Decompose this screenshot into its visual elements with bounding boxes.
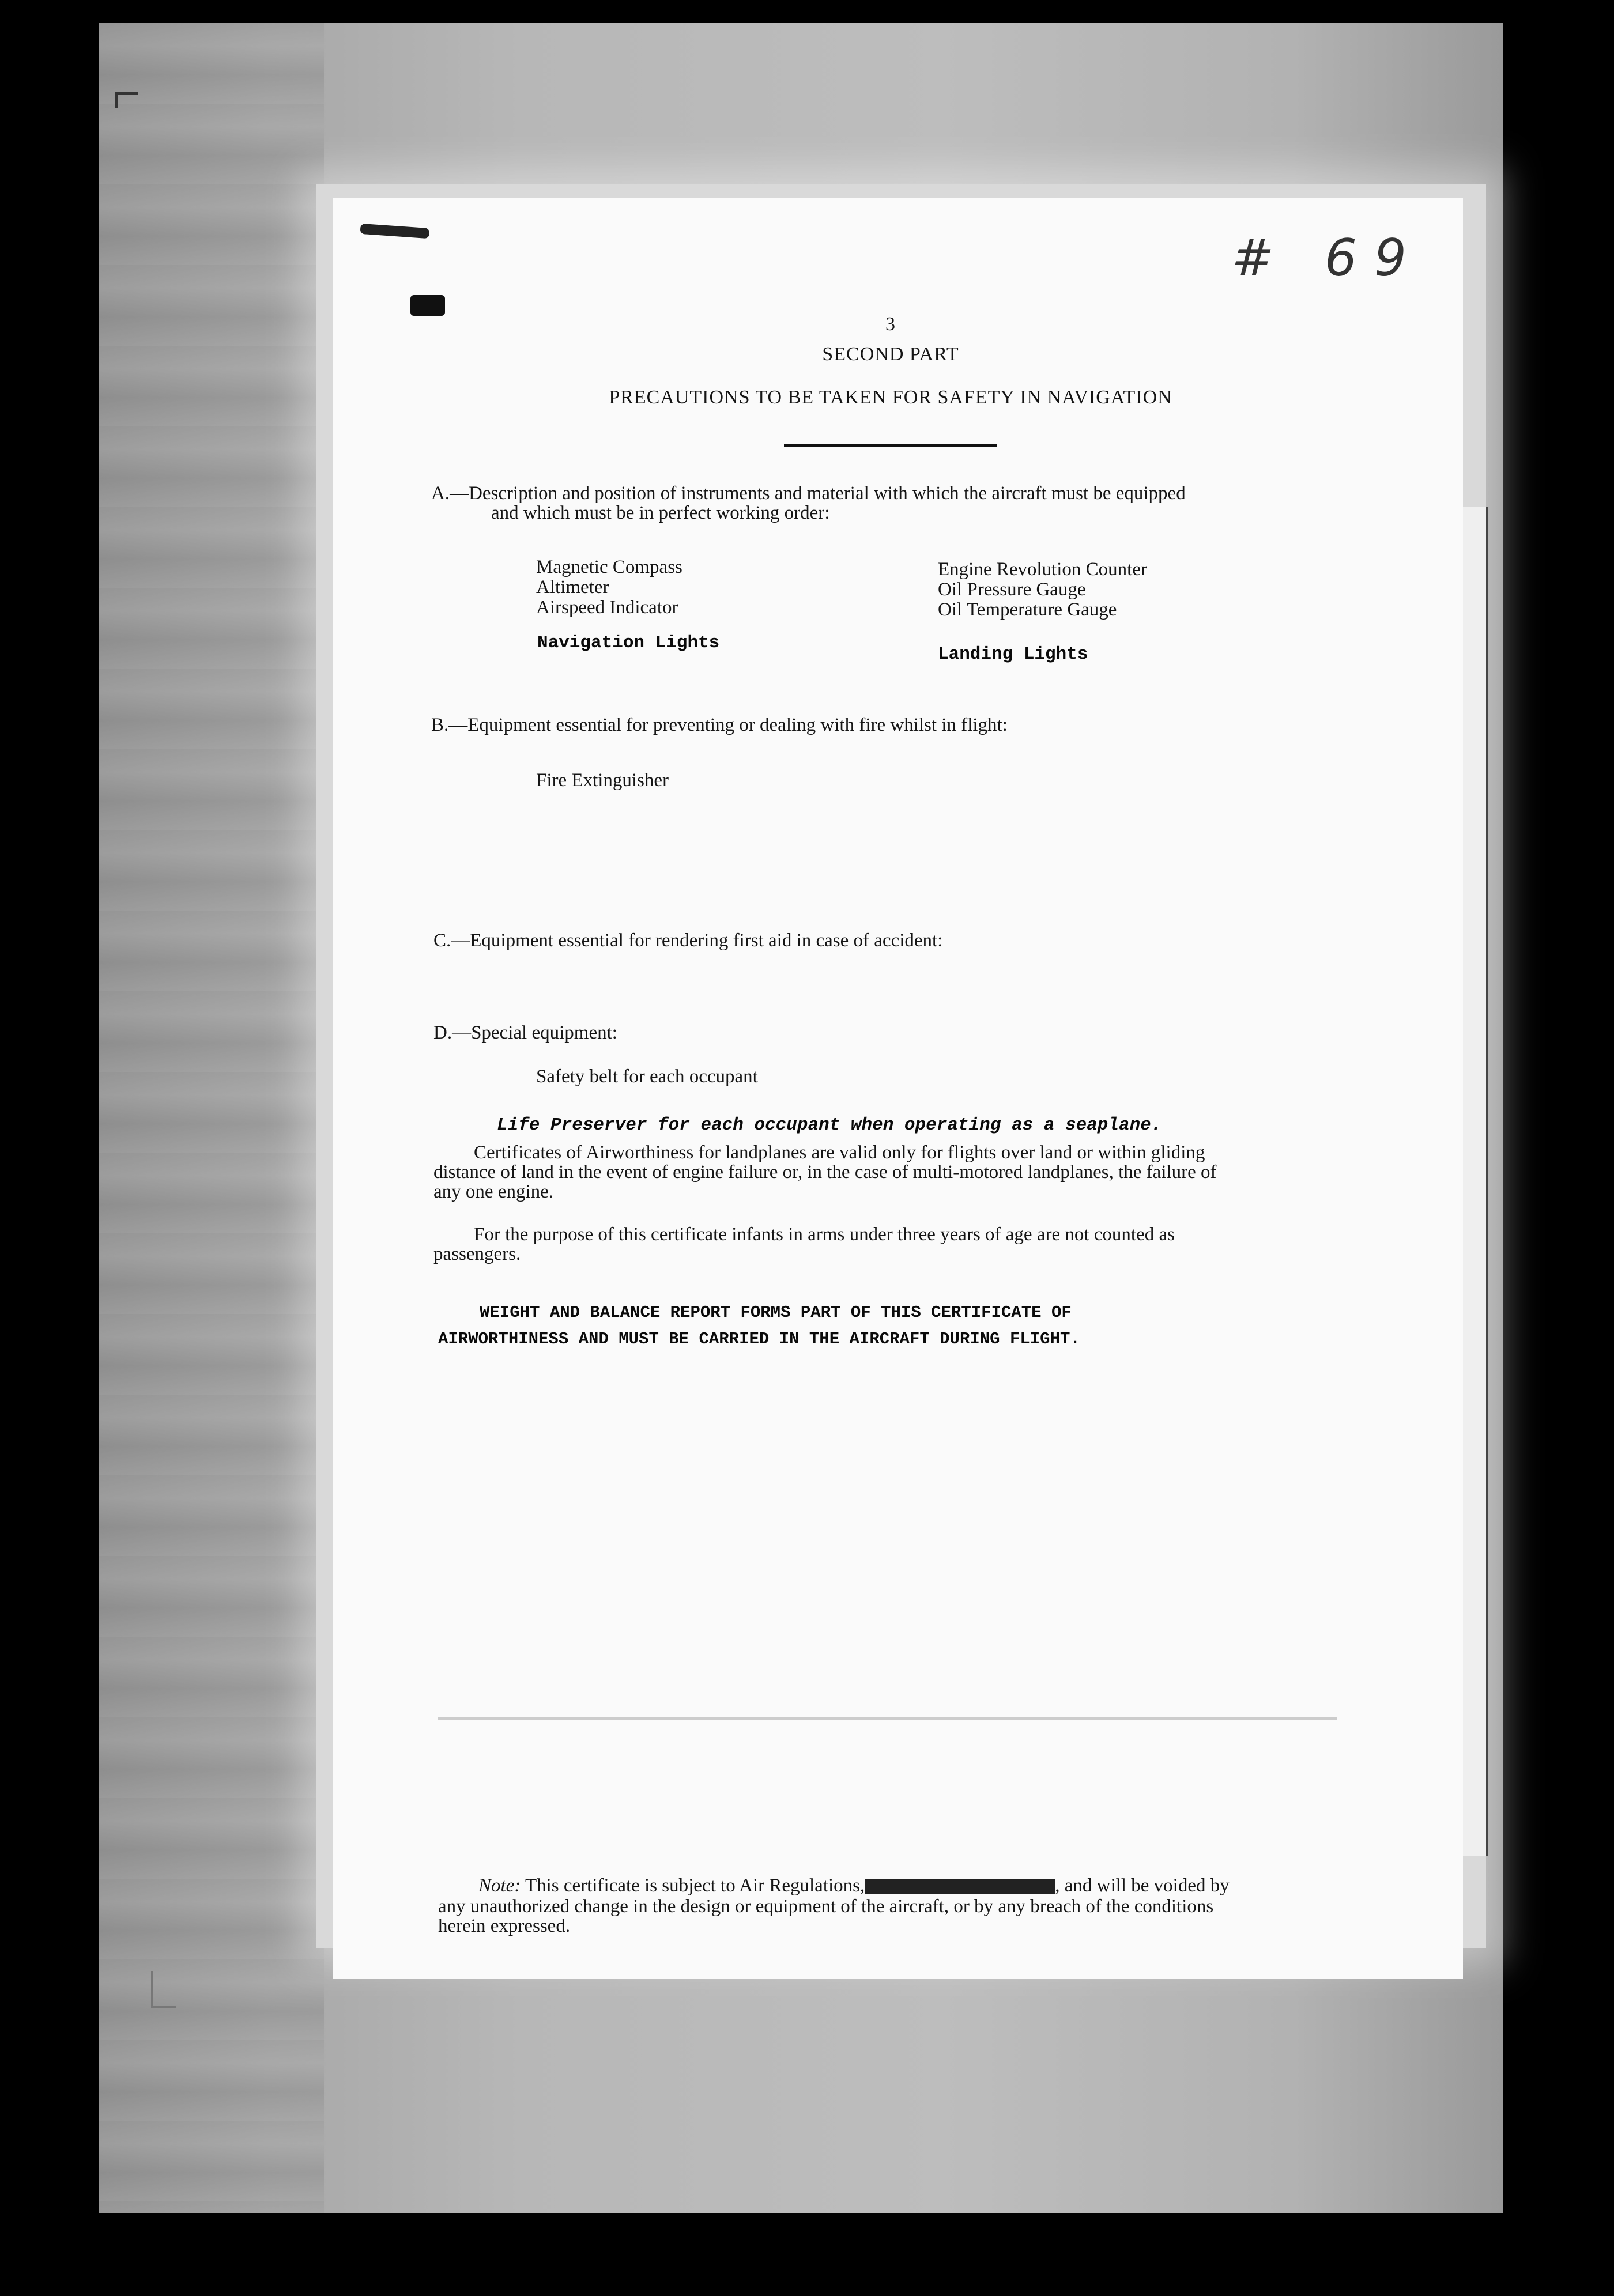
document-page	[333, 198, 1463, 1979]
handwritten-mark: # 69	[1231, 228, 1424, 288]
section-c-heading: C.—Equipment essential for rendering first aid in case of accident:	[433, 930, 943, 951]
instrument-right-3: Oil Temperature Gauge	[938, 599, 1117, 620]
section-a-line1: A.—Description and position of instruments and material with which the aircraft must be equipped	[431, 483, 1186, 504]
typed-notice-line1: WEIGHT AND BALANCE REPORT FORMS PART OF THIS CERTIFICATE OF	[480, 1303, 1072, 1322]
instrument-left-3: Airspeed Indicator	[536, 597, 678, 618]
section-b-heading: B.—Equipment essential for preventing or dealing with fire whilst in flight:	[431, 715, 1008, 735]
paragraph-2-line1: For the purpose of this certificate infants in arms under three years of age are not counted as	[474, 1224, 1175, 1245]
instrument-left-2: Altimeter	[536, 577, 609, 598]
paragraph-1-line3: any one engine.	[433, 1181, 554, 1202]
instrument-right-1: Engine Revolution Counter	[938, 559, 1147, 580]
footnote-line3: herein expressed.	[438, 1916, 571, 1936]
typed-life-preserver: Life Preserver for each occupant when operating as a seaplane.	[497, 1115, 1162, 1135]
corner-mark-bottom-left	[151, 1971, 176, 2008]
typed-notice-line2: AIRWORTHINESS AND MUST BE CARRIED IN THE AIRCRAFT DURING FLIGHT.	[438, 1330, 1080, 1349]
section-d-item: Safety belt for each occupant	[536, 1066, 758, 1087]
hole-punch-mark	[410, 295, 445, 316]
paragraph-1-line1: Certificates of Airworthiness for landplanes are valid only for flights over land or within gliding	[474, 1142, 1205, 1163]
footnote-line1-pre: This certificate is subject to Air Regulations,	[525, 1875, 865, 1896]
corner-mark-top-left	[115, 92, 138, 108]
typed-landing-lights: Landing Lights	[938, 644, 1088, 664]
part-title: SECOND PART	[822, 343, 959, 365]
footnote-line2: any unauthorized change in the design or equipment of the aircraft, or by any breach of the conditions	[438, 1896, 1214, 1917]
section-a-line2: and which must be in perfect working order:	[491, 503, 830, 523]
section-d-heading: D.—Special equipment:	[433, 1022, 617, 1043]
instrument-right-2: Oil Pressure Gauge	[938, 579, 1086, 600]
footnote-label: Note:	[478, 1875, 521, 1896]
paragraph-1-line2: distance of land in the event of engine failure or, in the case of multi-motored landplanes, the failure of	[433, 1162, 1217, 1183]
title-rule	[784, 444, 997, 447]
scan-background-band	[99, 23, 324, 2213]
section-title: PRECAUTIONS TO BE TAKEN FOR SAFETY IN NAVIGATION	[609, 387, 1172, 408]
redaction-mark	[865, 1879, 1055, 1894]
paragraph-2-line2: passengers.	[433, 1244, 521, 1264]
footnote-line1	[478, 1875, 1230, 1896]
page-number: 3	[885, 314, 896, 335]
footnote-line1-post: , and will be voided by	[1055, 1875, 1230, 1896]
instrument-left-1: Magnetic Compass	[536, 557, 682, 577]
bleed-through-rule	[438, 1717, 1337, 1720]
page-edge	[1463, 507, 1488, 1856]
section-b-item: Fire Extinguisher	[536, 770, 669, 791]
typed-navigation-lights: Navigation Lights	[537, 633, 720, 653]
